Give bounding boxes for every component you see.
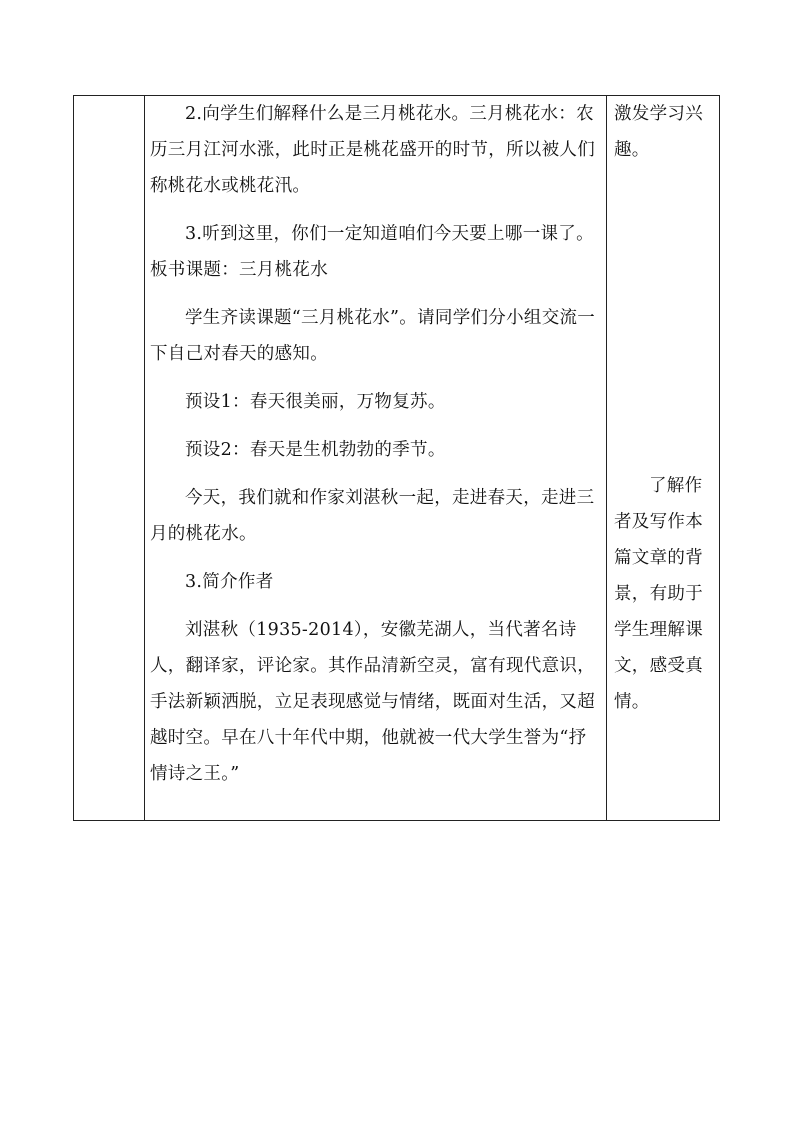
column-divider-2: [606, 96, 607, 820]
paragraph-introduce-title: 3.听到这里，你们一定知道咱们今天要上哪一课了。板书课题：三月桃花水: [150, 224, 594, 280]
note-author-background: 了解作者及写作本篇文章的背景，有助于学生理解课文，感受真情。: [614, 476, 703, 712]
note-stimulate-interest: 激发学习兴趣。: [614, 104, 703, 160]
teaching-process-cell: [146, 96, 606, 792]
paragraph-students-read-title: 学生齐读课题“三月桃花水”。请同学们分小组交流一下自己对春天的感知。: [150, 308, 596, 364]
design-intent-cell: [608, 96, 720, 720]
paragraph-author-bio: 刘湛秋（1935-2014），安徽芜湖人，当代著名诗人，翻译家，评论家。其作品清新空灵，富有现代意识，手法新颖洒脱，立足表现感觉与情绪，既面对生活，又超越时空。早在八十年代中期，他就被一代大学生誉为“抒情诗之王。”: [150, 620, 595, 784]
column-divider-1: [144, 96, 145, 820]
paragraph-author-heading: 3.简介作者: [185, 572, 274, 592]
lesson-table: [73, 95, 720, 821]
paragraph-today: 今天，我们就和作家刘湛秋一起，走进春天，走进三月的桃花水。: [150, 488, 595, 544]
paragraph-preset-1: 预设1：春天很美丽，万物复苏。: [185, 392, 446, 412]
paragraph-preset-2: 预设2：春天是生机勃勃的季节。: [185, 440, 446, 460]
paragraph-explain-peach-blossom-water: 2.向学生们解释什么是三月桃花水。三月桃花水：农历三月江河水涨，此时正是桃花盛开的时节，所以被人们称桃花水或桃花汛。: [150, 104, 595, 196]
